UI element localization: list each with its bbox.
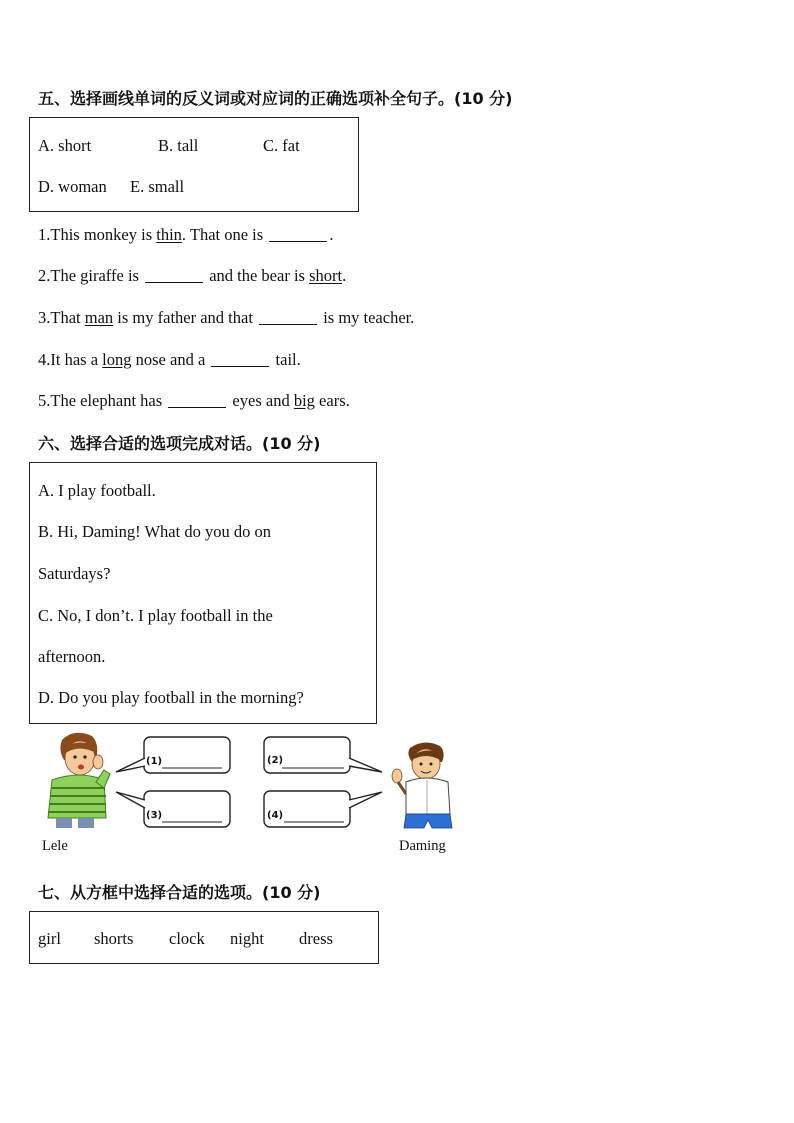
option-e: E. small [130,177,185,196]
daming-name-label: Daming [399,838,446,854]
q4-blank[interactable] [211,365,269,367]
option-d: D. woman [38,177,107,196]
q1-blank[interactable] [269,240,327,242]
q5-text-2: eyes and [228,391,294,410]
bubble-3-label: (3) [146,810,163,821]
speech-bubble-3 [112,786,234,832]
q2-end: . [342,266,347,285]
question-4 [38,350,301,370]
q1-underlined-word: thin [156,225,182,244]
dialog-option-a: A. I play football. [38,481,156,500]
section7-heading: 七、从方框中选择合适的选项。(10 分) [38,883,321,902]
word-clock: clock [169,929,205,948]
q1-text-2: . That one is [181,225,268,244]
bubble-1-label: (1) [146,756,163,767]
q3-blank[interactable] [259,323,317,325]
bubble-4-label: (4) [267,810,284,821]
q3-end: is my teacher. [319,308,415,327]
q3-text-2: is my father and that [113,308,258,327]
lele-boy-illustration [34,730,114,828]
question-5 [38,391,350,411]
q2-text: 2.The giraffe is [38,266,144,285]
q3-underlined-word: man [84,308,114,327]
q4-text-2: nose and a [131,350,210,369]
section5-heading: 五、选择画线单词的反义词或对应词的正确选项补全句子。(10 分) [38,89,513,108]
dialog-option-b: B. Hi, Daming! What do you do on [38,522,271,541]
word-dress: dress [299,929,333,948]
q2-text-2: and the bear is [205,266,310,285]
section6-option-box [29,462,377,724]
question-2 [38,266,346,286]
word-girl: girl [38,929,61,948]
q5-end: ears. [314,391,350,410]
q5-text: 5.The elephant has [38,391,167,410]
dialog-option-b-cont: Saturdays? [38,564,111,583]
bubble-2-label: (2) [267,755,284,766]
dialog-option-d: D. Do you play football in the morning? [38,688,304,707]
section5-option-box [29,117,359,212]
question-3 [38,308,414,328]
option-a: A. short [38,136,92,155]
q5-underlined-word: big [293,391,315,410]
q4-end: tail. [271,350,301,369]
question-1 [38,225,333,245]
dialog-option-c-cont: afternoon. [38,647,106,666]
speech-bubble-1 [112,734,234,782]
option-b: B. tall [158,136,199,155]
option-c: C. fat [263,136,300,155]
speech-bubble-4 [262,786,384,832]
section7-word-box [29,911,379,964]
q3-text: 3.That [38,308,85,327]
word-night: night [230,929,264,948]
word-shorts: shorts [94,929,134,948]
q5-blank[interactable] [168,406,226,408]
daming-boy-illustration [388,740,458,830]
q4-underlined-word: long [102,350,132,369]
q1-end: . [329,225,334,244]
lele-name-label: Lele [42,838,68,854]
q4-text: 4.It has a [38,350,103,369]
q2-blank[interactable] [145,281,203,283]
dialog-option-c: C. No, I don’t. I play football in the [38,606,273,625]
q2-underlined-word: short [309,266,343,285]
section6-heading: 六、选择合适的选项完成对话。(10 分) [38,434,321,453]
q1-text: 1.This monkey is [38,225,157,244]
